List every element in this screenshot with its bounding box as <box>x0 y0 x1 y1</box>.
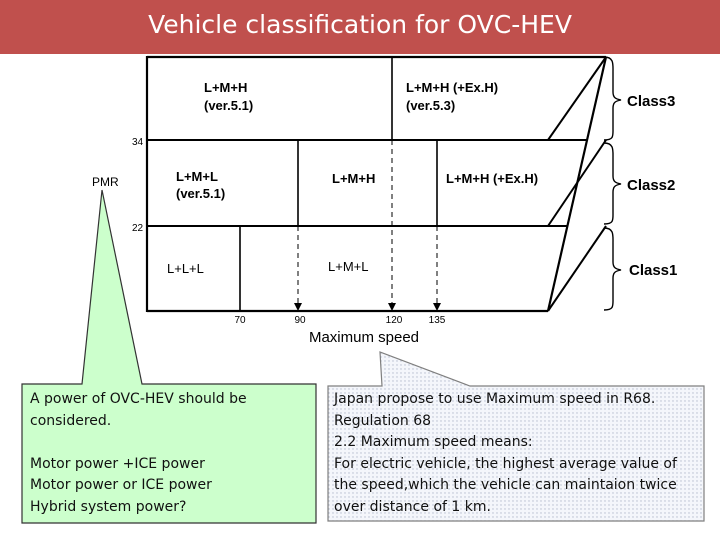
cell-class2-left-line1: L+M+L <box>176 169 218 184</box>
cell-class3-left-line1: L+M+H <box>204 80 248 95</box>
left-callout-text <box>30 389 247 518</box>
left-callout-line: Hybrid system power? <box>30 498 187 515</box>
class3-brace <box>604 57 621 140</box>
slide-title: Vehicle classification for OVC-HEV <box>148 10 572 39</box>
y-tick-34: 34 <box>132 137 144 148</box>
x-tick-120: 120 <box>385 315 403 326</box>
y-tick-22: 22 <box>132 223 144 234</box>
x-axis-label: Maximum speed <box>308 329 420 346</box>
cell-class3-right-line1: L+M+H (+Ex.H) <box>406 80 499 95</box>
left-callout-line: considered. <box>30 412 112 429</box>
right-callout-line: over distance of 1 km. <box>334 498 491 515</box>
left-callout-line: Motor power +ICE power <box>30 455 205 472</box>
class3-label: Class3 <box>627 93 676 110</box>
cell-class2-mid: L+M+H <box>332 171 376 186</box>
left-callout-line: A power of OVC-HEV should be <box>30 391 247 407</box>
cell-class2-right: L+M+H (+Ex.H) <box>446 171 539 186</box>
x-tick-70: 70 <box>234 315 246 326</box>
x-tick-90: 90 <box>294 315 306 326</box>
cell-class1-mid: L+M+L <box>328 259 369 274</box>
class2-brace <box>604 143 621 224</box>
right-callout-line: Regulation 68 <box>334 412 432 429</box>
arrow-135 <box>433 303 441 311</box>
class2-diagonal <box>548 140 606 226</box>
right-callout-line: For electric vehicle, the highest average value of <box>334 455 677 472</box>
cell-class3-right-line2: (ver.5.3) <box>406 98 456 113</box>
x-tick-135: 135 <box>428 315 446 326</box>
arrow-90 <box>294 303 302 311</box>
left-callout-line: Motor power or ICE power <box>30 477 212 493</box>
cell-class3-left-line2: (ver.5.1) <box>204 98 254 113</box>
cell-class2-left-line2: (ver.5.1) <box>176 186 226 201</box>
left-callout-line <box>30 432 247 454</box>
right-callout-line: 2.2 Maximum speed means: <box>334 434 533 450</box>
right-callout-line: Japan propose to use Maximum speed in R68. <box>334 391 656 407</box>
class2-label: Class2 <box>627 177 676 194</box>
class1-label: Class1 <box>629 262 678 279</box>
right-callout-line: the speed,which the vehicle can maintaion twice <box>334 477 677 493</box>
class1-brace <box>604 228 621 310</box>
cell-class1-left: L+L+L <box>167 261 204 276</box>
right-callout-text <box>334 389 677 518</box>
arrow-120 <box>388 303 396 311</box>
y-axis-label: PMR <box>92 175 119 189</box>
